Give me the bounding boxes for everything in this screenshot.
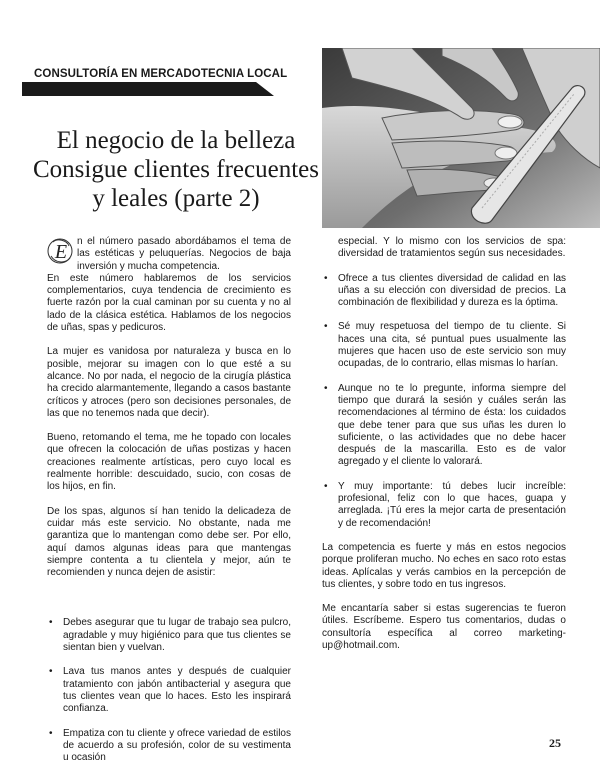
intro-text: n el número pasado abordábamos el tema de las estéticas y peluquerías. Negocios de baja inversión y mucha competencia.	[77, 236, 291, 272]
bullet-icon: •	[49, 666, 53, 678]
dropcap-letter: E	[54, 241, 68, 263]
paragraph-3: Bueno, retomando el tema, me he topado con locales que ofrecen la colocación de uñas postizas y hacen creaciones realmente artísticas, pero cuyo local es realmente horrible: descuidado, sucio, con cosas de los hijos, en fin.	[47, 432, 291, 493]
list-item-text: Aunque no te lo pregunte, informa siempre del tiempo que durará la sesión y cuáles serán las recomendaciones al término de ésta: los cuidados que debe tener para que sus uñas les duren lo suficiente, o las actividades que no debe hacer después de la mascarilla. Esto es de valor agregado y el cliente lo valorará.	[338, 382, 566, 468]
list-item	[322, 383, 566, 469]
bullet-icon: •	[324, 480, 328, 492]
paragraph-competition: La competencia es fuerte y más en estos negocios porque proliferan mucho. No eches en saco roto estas ideas. Aplícalas y verás cambios en la percepción de tus clientes, y sobre todo en tus ingresos.	[322, 541, 566, 590]
paragraph-4: De los spas, algunos sí han tenido la delicadeza de cuidar más este servicio. No obstante, nada me garantiza que lo mantengan como debe ser. Por ello, aquí damos algunas ideas para que mantengas siempre contenta a tu clientela y mejor, aún te recomienden y nunca dejen de asistir:	[47, 505, 291, 579]
continuation-text: especial. Y lo mismo con los servicios de spa: diversidad de tratamientos según sus necesidades.	[338, 236, 566, 260]
section-label: CONSULTORÍA EN MERCADOTECNIA LOCAL	[34, 68, 288, 80]
title-line-2: Consigue clientes frecuentes	[32, 156, 319, 183]
title-line-3: y leales (parte 2)	[92, 185, 260, 212]
bullet-icon: •	[49, 727, 53, 739]
dropcap	[47, 236, 75, 266]
list-item	[47, 617, 291, 654]
title-line-1: El negocio de la belleza	[56, 127, 296, 154]
list-item-text: Debes asegurar que tu lugar de trabajo sea pulcro, agradable y muy higiénico para que tus clientes se sientan bien y vuelvan.	[63, 617, 291, 654]
hands-filing-nails-icon	[322, 48, 600, 228]
paragraph-contact: Me encantaría saber si estas sugerencias te fueron útiles. Escríbeme. Espero tus comentarios, dudas o consultoría específica al correo marketing-up@hotmail.com.	[322, 603, 566, 652]
list-item	[322, 481, 566, 530]
list-item-text: Lava tus manos antes y después de cualquier tratamiento con jabón antibacterial y asegura que tus clientes vean que lo haces. Esto les inspirará confianza.	[63, 666, 291, 715]
list-item-text: Y muy importante: tú debes lucir increíble: profesional, feliz con lo que haces, guapa y arreglada. ¡Tú eres la mejor carta de presentación y de recomendación!	[338, 480, 566, 529]
section-header	[22, 68, 322, 96]
intro-paragraph	[47, 236, 291, 273]
list-item	[47, 728, 291, 765]
list-item	[47, 666, 291, 715]
article-photo	[322, 48, 600, 228]
bullet-icon: •	[324, 382, 328, 394]
list-item-text: Ofrece a tus clientes diversidad de calidad en las uñas a su elección con diversidad de precios. La combinación de flexibilidad y dureza es la óptima.	[338, 272, 566, 309]
list-item	[322, 321, 566, 370]
list-item-text: Sé muy respetuosa del tiempo de tu cliente. Si haces una cita, sé puntual pues usualmente las mujeres que hacen uso de este servicio son muy ocupadas, de lo contrario, ellas mismas lo harían.	[338, 321, 566, 370]
article-title	[30, 126, 322, 213]
bullet-icon: •	[324, 321, 328, 333]
header-bar	[22, 82, 322, 96]
bullet-icon: •	[49, 617, 53, 629]
bullet-icon: •	[324, 272, 328, 284]
paragraph-1: En este número hablaremos de los servicios complementarios, cuya tendencia de crecimiento es fuerte razón por la cual caminan por su cuenta y no al lado de la clásica estética. Hablamos de los negocios de uñas, spas y pedicuros.	[47, 272, 291, 334]
right-column	[322, 236, 566, 652]
list-item	[322, 273, 566, 310]
paragraph-2: La mujer es vanidosa por naturaleza y busca en lo posible, mejorar su imagen con lo que esté a su alcance. No por nada, el negocio de la cirugía plástica ha crecido alarmantemente, llegando a casos bastante críticos y atroces (pero son decisiones personales, de las que no tenemos nada que decir).	[47, 346, 291, 419]
page-number: 25	[549, 736, 561, 750]
list-item-text: Empatiza con tu cliente y ofrece variedad de estilos de acuerdo a su profesión, color de su vestimenta u ocasión	[63, 727, 291, 764]
ornamental-dropcap-icon	[47, 236, 75, 266]
left-column	[47, 236, 291, 764]
